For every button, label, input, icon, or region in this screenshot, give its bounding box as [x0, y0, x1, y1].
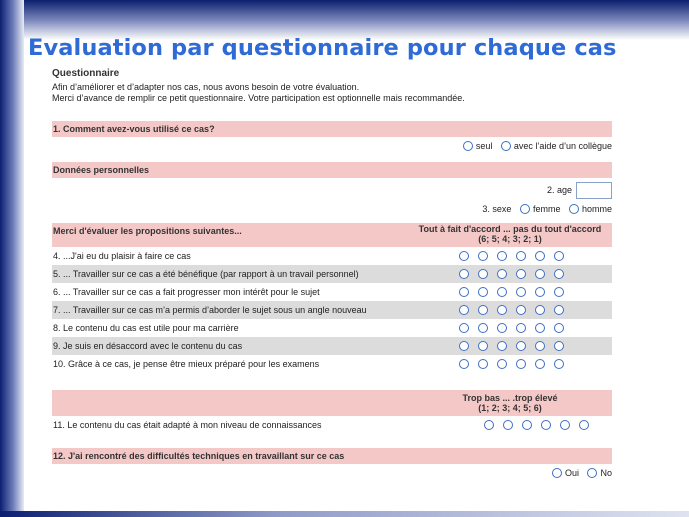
rating-radios [459, 283, 573, 301]
eval-label: Merci d'évaluer les propositions suivantes... [53, 226, 242, 236]
level-radios [484, 416, 598, 434]
radio-icon[interactable] [497, 269, 507, 279]
radio-icon[interactable] [554, 305, 564, 315]
radio-icon[interactable] [459, 269, 469, 279]
radio-icon[interactable] [497, 323, 507, 333]
level-scale-legend: Trop bas ... .trop élevé (1; 2; 3; 4; 5; 6) [462, 393, 558, 413]
sex-field-group [482, 200, 612, 218]
radio-icon[interactable] [516, 251, 526, 261]
radio-icon[interactable] [478, 305, 488, 315]
radio-icon[interactable] [516, 269, 526, 279]
radio-icon[interactable] [497, 251, 507, 261]
intro-line-1: Afin d’améliorer et d’adapter nos cas, nous avons besoin de votre évaluation. [52, 82, 360, 92]
q1-options [457, 137, 612, 155]
level-item-11: 11. Le contenu du cas était adapté à mon niveau de connaissances [52, 416, 612, 434]
radio-icon[interactable] [560, 420, 570, 430]
eval-item-9: 9. Je suis en désaccord avec le contenu du cas [52, 337, 612, 355]
rating-radios [459, 355, 573, 373]
radio-icon[interactable] [478, 359, 488, 369]
radio-icon[interactable] [535, 287, 545, 297]
radio-icon[interactable] [535, 341, 545, 351]
q1-header [52, 121, 612, 137]
radio-icon[interactable] [535, 359, 545, 369]
q1-label: 1. Comment avez-vous utilisé ce cas? [53, 124, 215, 134]
radio-icon[interactable] [535, 251, 545, 261]
radio-icon[interactable] [459, 359, 469, 369]
eval-item-7: 7. ... Travailler sur ce cas m’a permis d’aborder le sujet sous un angle nouveau [52, 301, 612, 319]
eval-item-5: 5. ... Travailler sur ce cas a été bénéfique (par rapport à un travail personnel) [52, 265, 612, 283]
rating-radios [459, 265, 573, 283]
intro-line-2: Merci d’avance de remplir ce petit questionnaire. Votre participation est optionnelle mais recommandée. [52, 93, 465, 103]
radio-icon[interactable] [478, 323, 488, 333]
radio-icon[interactable] [554, 251, 564, 261]
radio-icon[interactable] [520, 204, 530, 214]
age-input[interactable] [576, 182, 612, 199]
bottom-decoration-bar [0, 511, 689, 517]
radio-icon[interactable] [587, 468, 597, 478]
radio-icon[interactable] [503, 420, 513, 430]
rating-radios [459, 247, 573, 265]
radio-icon[interactable] [552, 468, 562, 478]
q1-option-collegue[interactable]: avec l’aide d’un collègue [501, 137, 612, 155]
rating-radios [459, 319, 573, 337]
radio-icon[interactable] [497, 305, 507, 315]
left-decoration-bar [0, 0, 24, 517]
radio-icon[interactable] [554, 287, 564, 297]
eval-item-8: 8. Le contenu du cas est utile pour ma carrière [52, 319, 612, 337]
radio-icon[interactable] [554, 323, 564, 333]
sex-label: 3. sexe [482, 204, 512, 214]
q12-options-row [52, 464, 612, 482]
radio-icon[interactable] [554, 341, 564, 351]
eval-item-6: 6. ... Travailler sur ce cas a fait progresser mon intérêt pour le sujet [52, 283, 612, 301]
radio-icon[interactable] [478, 341, 488, 351]
radio-icon[interactable] [541, 420, 551, 430]
eval-item-10: 10. Grâce à ce cas, je pense être mieux préparé pour les examens [52, 355, 612, 373]
q12-options [546, 464, 612, 482]
slide-title: Evaluation par questionnaire pour chaque cas [28, 35, 617, 61]
radio-icon[interactable] [516, 341, 526, 351]
radio-icon[interactable] [478, 269, 488, 279]
radio-icon[interactable] [516, 359, 526, 369]
radio-icon[interactable] [569, 204, 579, 214]
radio-icon[interactable] [459, 305, 469, 315]
radio-icon[interactable] [497, 341, 507, 351]
q12-header [52, 448, 612, 464]
radio-icon[interactable] [516, 305, 526, 315]
rating-radios [459, 337, 573, 355]
q12-option-no[interactable]: No [587, 464, 612, 482]
personal-label: Données personnelles [53, 165, 150, 175]
radio-icon[interactable] [459, 287, 469, 297]
radio-icon[interactable] [497, 359, 507, 369]
age-label: 2. age [546, 185, 572, 195]
radio-icon[interactable] [516, 287, 526, 297]
radio-icon[interactable] [497, 287, 507, 297]
radio-icon[interactable] [484, 420, 494, 430]
intro-text [52, 82, 612, 104]
q1-option-seul[interactable]: seul [463, 137, 493, 155]
age-row [52, 180, 612, 200]
eval-header [52, 223, 612, 247]
personal-header [52, 162, 612, 178]
level-header [52, 390, 612, 416]
age-field-group [547, 180, 612, 200]
radio-icon[interactable] [478, 251, 488, 261]
radio-icon[interactable] [579, 420, 589, 430]
radio-icon[interactable] [535, 323, 545, 333]
radio-icon[interactable] [459, 323, 469, 333]
questionnaire-form [52, 68, 612, 482]
questionnaire-title: Questionnaire [52, 68, 120, 79]
radio-icon[interactable] [478, 287, 488, 297]
radio-icon[interactable] [535, 305, 545, 315]
rating-radios [459, 301, 573, 319]
sex-option-homme[interactable]: homme [569, 200, 612, 218]
eval-item-4: 4. ...J'ai eu du plaisir à faire ce cas [52, 247, 612, 265]
radio-icon[interactable] [516, 323, 526, 333]
radio-icon[interactable] [554, 269, 564, 279]
sex-row [52, 200, 612, 218]
q12-label: 12. J'ai rencontré des difficultés techniques en travaillant sur ce cas [53, 451, 345, 461]
sex-option-femme[interactable]: femme [520, 200, 561, 218]
radio-icon[interactable] [459, 341, 469, 351]
radio-icon[interactable] [501, 141, 511, 151]
radio-icon[interactable] [522, 420, 532, 430]
radio-icon[interactable] [535, 269, 545, 279]
eval-scale-legend: Tout à fait d'accord ... pas du tout d'accord (6; 5; 4; 3; 2; 1) [418, 224, 602, 244]
q12-option-oui[interactable]: Oui [552, 464, 579, 482]
radio-icon[interactable] [463, 141, 473, 151]
radio-icon[interactable] [554, 359, 564, 369]
radio-icon[interactable] [459, 251, 469, 261]
q1-options-row [52, 137, 612, 155]
